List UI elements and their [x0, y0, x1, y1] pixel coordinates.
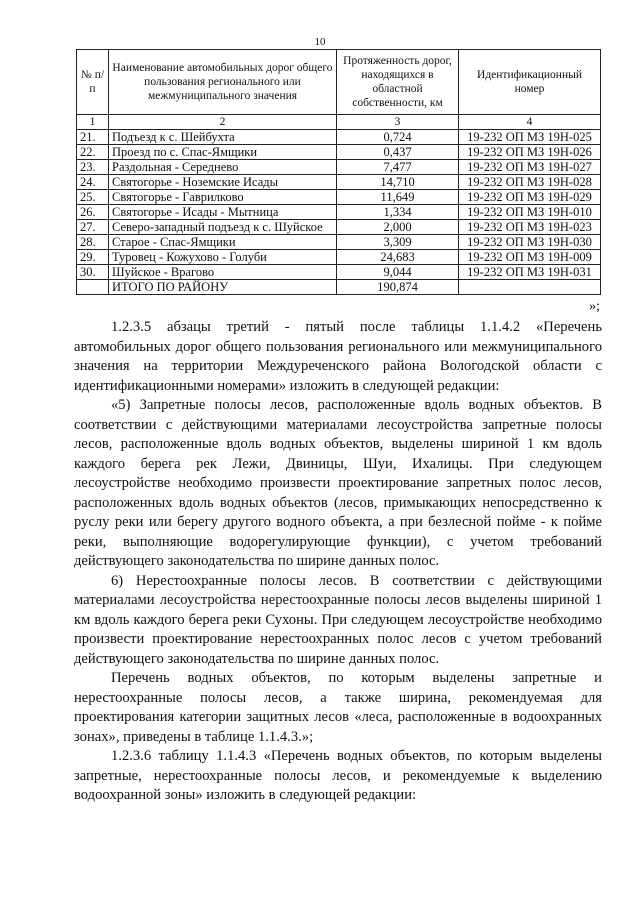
- row-number-cell: 26.: [77, 205, 109, 220]
- table-row: [77, 130, 601, 145]
- row-number-cell: 30.: [77, 265, 109, 280]
- road-length-cell: 0,437: [337, 145, 459, 160]
- table-row: [77, 235, 601, 250]
- paragraph-item-5: «5) Запретные полосы лесов, расположенные вдоль водных объектов. В соответствии с действующими материалами лесоустройства запретные полосы лесов, расположенные вдоль водных объектов, выделены шириной 1 км вдоль каждого берега рек Лежи, Двиницы, Шуи, Ихалицы. При следующем лесоустройстве необходимо произвести проектирование запретных полос лесов, расположенных вдоль водных объектов (лесов, примыкающих непосредственно к руслу реки или берегу другого водного объекта, а при безлесной пойме - к пойме реки, выполняющие водорегулирующие функции), с учетом требований действующего законодательства по ширине данных полос.: [74, 397, 602, 569]
- road-length-cell: 24,683: [337, 250, 459, 265]
- road-id-cell: 19-232 ОП МЗ 19Н-031: [459, 265, 601, 280]
- table-row: [77, 190, 601, 205]
- road-length-cell: 1,334: [337, 205, 459, 220]
- road-name-cell: Шуйское - Врагово: [109, 265, 337, 280]
- table-row: [77, 160, 601, 175]
- table-row: [77, 220, 601, 235]
- road-id-cell: 19-232 ОП МЗ 19Н-028: [459, 175, 601, 190]
- road-id-cell: 19-232 ОП МЗ 19Н-027: [459, 160, 601, 175]
- table-row: [77, 175, 601, 190]
- index-cell: 1: [77, 115, 109, 130]
- index-cell: 3: [337, 115, 459, 130]
- table-row: [77, 205, 601, 220]
- header-length: Протяженность дорог, находящихся в областной собственности, км: [337, 50, 459, 115]
- road-name-cell: Подъезд к с. Шейбухта: [109, 130, 337, 145]
- paragraph-1-2-3-5: 1.2.3.5 абзацы третий - пятый после таблицы 1.1.4.2 «Перечень автомобильных дорог общего пользования регионального или межмуниципального значения на территории Междуреченского района Вологодской области с идентификационными номерами» изложить в следующей редакции:: [74, 319, 602, 394]
- table-row: [77, 145, 601, 160]
- road-length-cell: 7,477: [337, 160, 459, 175]
- road-name-cell: Старое - Спас-Ямщики: [109, 235, 337, 250]
- total-empty-cell: [459, 280, 601, 295]
- total-label-cell: ИТОГО ПО РАЙОНУ: [109, 280, 337, 295]
- road-name-cell: Туровец - Кожухово - Голуби: [109, 250, 337, 265]
- road-length-cell: 0,724: [337, 130, 459, 145]
- roads-table: [76, 49, 601, 295]
- road-length-cell: 3,309: [337, 235, 459, 250]
- closing-quote-mark: »;: [589, 299, 600, 314]
- body-text: [74, 318, 602, 806]
- row-number-cell: 22.: [77, 145, 109, 160]
- road-name-cell: Раздольная - Середнево: [109, 160, 337, 175]
- road-length-cell: 14,710: [337, 175, 459, 190]
- paragraph-1-2-3-6: 1.2.3.6 таблицу 1.1.4.3 «Перечень водных объектов, по которым выделены запретные, нерестоохранные полосы лесов, и рекомендуемые к выделению водоохранной зоны» изложить в следующей редакции:: [74, 748, 602, 803]
- table-row: [77, 250, 601, 265]
- road-id-cell: 19-232 ОП МЗ 19Н-023: [459, 220, 601, 235]
- paragraph-item-6: 6) Нерестоохранные полосы лесов. В соответствии с действующими материалами лесоустройства нерестоохранные полосы лесов выделены шириной 1 км вдоль каждого берега реки Сухоны. При следующем лесоустройстве необходимо произвести проектирование нерестоохранных полос лесов с учетом требований действующего законодательства по ширине данных полос.: [74, 572, 602, 667]
- road-id-cell: 19-232 ОП МЗ 19Н-025: [459, 130, 601, 145]
- row-number-cell: 29.: [77, 250, 109, 265]
- row-number-cell: 28.: [77, 235, 109, 250]
- total-length-cell: 190,874: [337, 280, 459, 295]
- road-length-cell: 11,649: [337, 190, 459, 205]
- row-number-cell: 27.: [77, 220, 109, 235]
- road-name-cell: Святогорье - Ноземские Исады: [109, 175, 337, 190]
- table-header-row: [77, 50, 601, 115]
- table-total-row: [77, 280, 601, 295]
- table-index-row: [77, 115, 601, 130]
- total-empty-cell: [77, 280, 109, 295]
- row-number-cell: 21.: [77, 130, 109, 145]
- road-id-cell: 19-232 ОП МЗ 19Н-029: [459, 190, 601, 205]
- road-length-cell: 9,044: [337, 265, 459, 280]
- road-id-cell: 19-232 ОП МЗ 19Н-026: [459, 145, 601, 160]
- road-id-cell: 19-232 ОП МЗ 19Н-009: [459, 250, 601, 265]
- road-name-cell: Святогорье - Исады - Мытница: [109, 205, 337, 220]
- paragraph-water-objects-list: Перечень водных объектов, по которым выделены запретные и нерестоохранные полосы лесов, а также ширина, рекомендуемая для проектирования категории защитных лесов «леса, расположенные в водоохранных зонах», приведены в таблице 1.1.4.3.»;: [74, 670, 602, 745]
- road-id-cell: 19-232 ОП МЗ 19Н-030: [459, 235, 601, 250]
- header-road-name: Наименование автомобильных дорог общего пользования регионального или межмуниципального значения: [109, 50, 337, 115]
- table-row: [77, 265, 601, 280]
- header-id: Идентификационный номер: [459, 50, 601, 115]
- index-cell: 2: [109, 115, 337, 130]
- road-name-cell: Проезд по с. Спас-Ямщики: [109, 145, 337, 160]
- row-number-cell: 23.: [77, 160, 109, 175]
- header-number: № п/п: [77, 50, 109, 115]
- road-name-cell: Северо-западный подъезд к с. Шуйское: [109, 220, 337, 235]
- page-number: 10: [314, 36, 326, 48]
- road-length-cell: 2,000: [337, 220, 459, 235]
- road-id-cell: 19-232 ОП МЗ 19Н-010: [459, 205, 601, 220]
- row-number-cell: 24.: [77, 175, 109, 190]
- row-number-cell: 25.: [77, 190, 109, 205]
- road-name-cell: Святогорье - Гаврилково: [109, 190, 337, 205]
- index-cell: 4: [459, 115, 601, 130]
